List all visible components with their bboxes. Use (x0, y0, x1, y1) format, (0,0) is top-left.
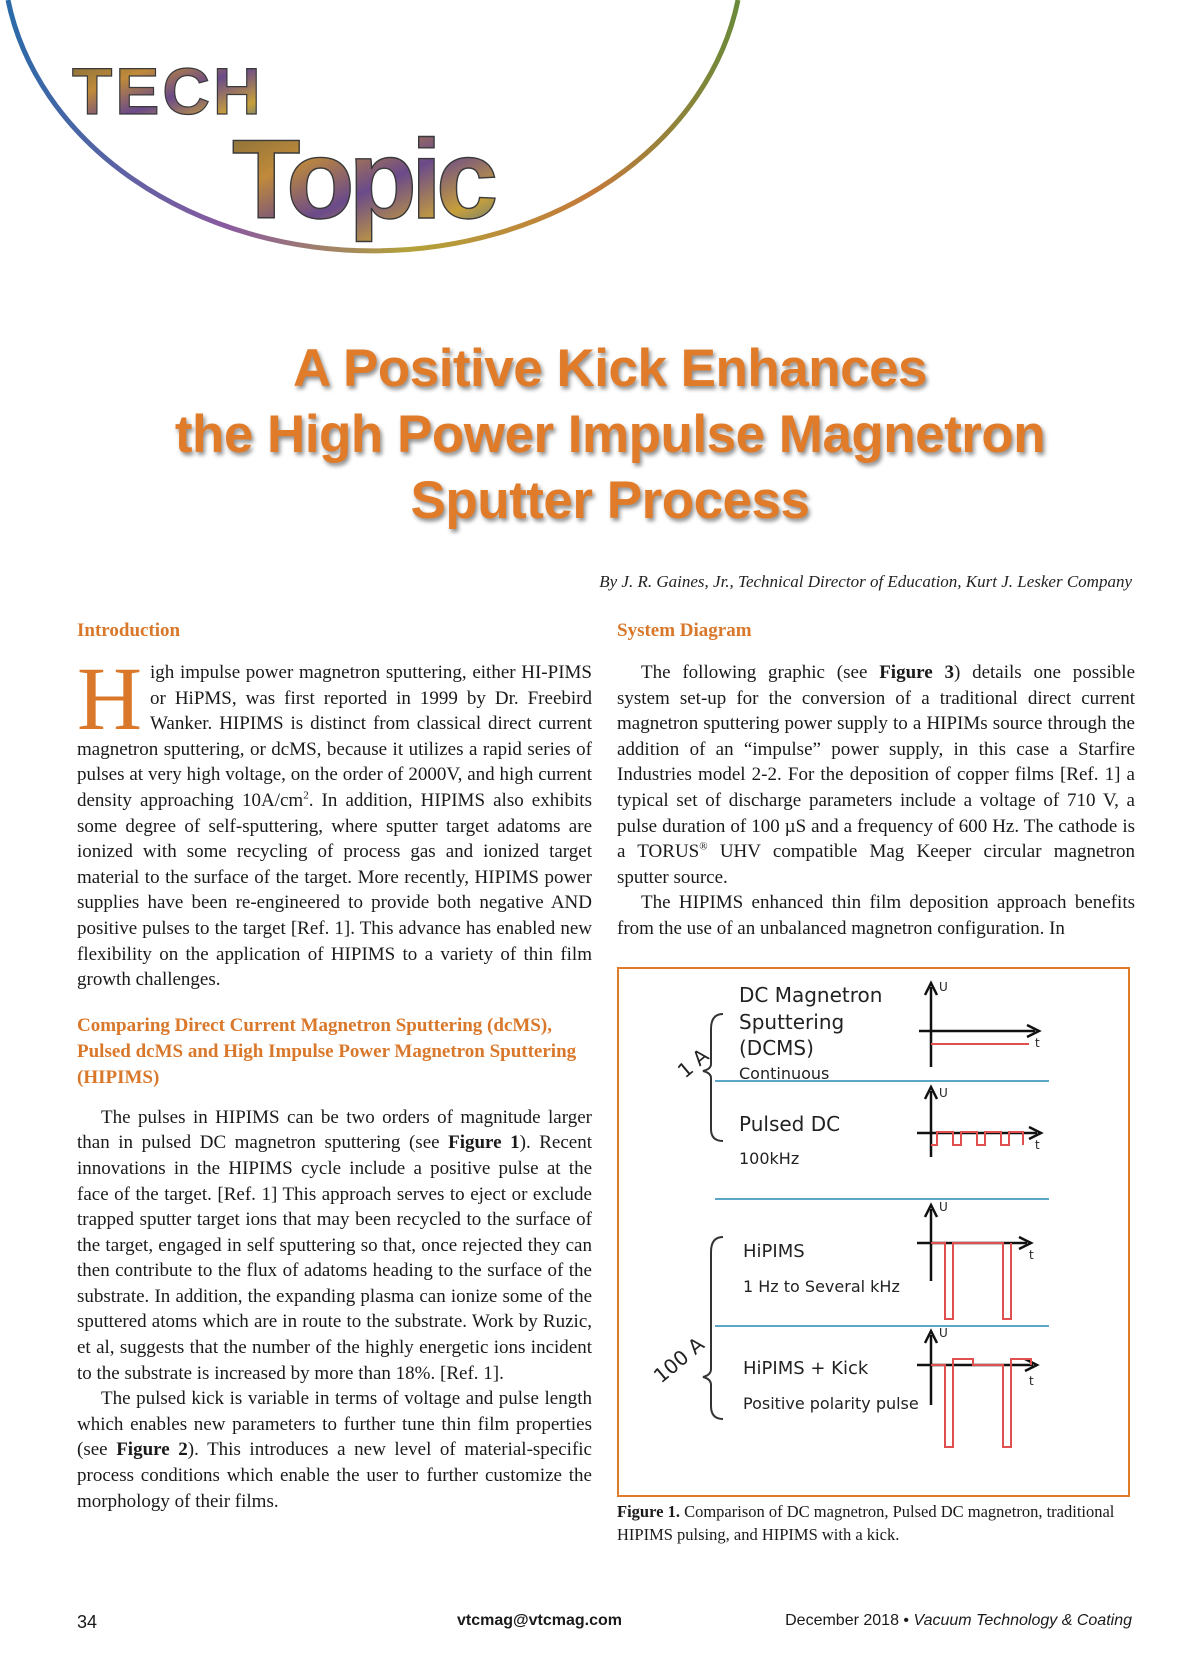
axis-t-2: t (1035, 1138, 1040, 1152)
hipims-title: HiPIMS (743, 1241, 805, 1262)
axis-t-1: t (1035, 1036, 1040, 1050)
axis-u-2: U (939, 1086, 948, 1100)
axes-kick (917, 1331, 1037, 1405)
byline: By J. R. Gaines, Jr., Technical Director of Education, Kurt J. Lesker Company (599, 572, 1132, 591)
dc-title-3: (DCMS) (739, 1036, 814, 1060)
kick-subtitle: Positive polarity pulse (743, 1394, 919, 1413)
page-footer (77, 1612, 1132, 1636)
title-line-3: Sputter Process (410, 471, 810, 530)
logo-word-topic: Topic (232, 117, 493, 242)
axis-u-3: U (939, 1200, 948, 1214)
figure-1 (617, 967, 1130, 1497)
page-number: 34 (77, 1612, 98, 1632)
dc-title-1: DC Magnetron (739, 983, 883, 1007)
title-line-2: the High Power Impulse Magnetron (174, 405, 1046, 464)
logo-word-tech: TECH (72, 54, 264, 128)
kick-signal (931, 1359, 1031, 1447)
footer-email[interactable]: vtcmag@vtcmag.com (457, 1612, 622, 1629)
tech-topic-logo (0, 0, 760, 310)
pulsed-title: Pulsed DC (739, 1112, 841, 1136)
intro-paragraph: High impulse power magnetron sputtering, either HI-PIMS or HiPMS, was first reported in 1999 by Dr. Freebird Wanker. HIPIMS is distinct from classical direct current magnetron sputtering, or dcMS, because it utilizes a rapid series of pulses at very high voltage, on the order of 2000V, and high current density approaching $10A/cm^2$. In addition, HIPIMS also exhibits some degree of self-sputtering, where sputter target adatoms are ionized with some recycling of process gas and ionized target material to the surface of the target. More recently, HIPIMS power supplies have been re-engineered to provide both negative AND positive pulses to the target [Ref. 1]. This advance has enabled new flexibility on the application of HIPIMS to a variety of thin film growth challenges. (77, 650, 592, 991)
axes-pulsed (917, 1087, 1041, 1157)
title-line-1: A Positive Kick Enhances (292, 339, 928, 398)
bracket-label-1a: 1 A (672, 1043, 714, 1083)
intro-heading: Introduction (77, 620, 181, 641)
dc-title-2: Sputtering (739, 1010, 845, 1034)
kick-title: HiPIMS + Kick (743, 1358, 869, 1379)
article-title (80, 336, 1140, 534)
axis-u-4: U (939, 1326, 948, 1340)
pulsed-subtitle: 100kHz (739, 1149, 800, 1168)
figure-caption: Figure 1. Comparison of DC magnetron, Pulsed DC magnetron, traditional HIPIMS pulsing, and HIPIMS with a kick. (617, 1502, 1115, 1544)
axis-t-3: t (1029, 1248, 1034, 1262)
system-heading: System Diagram (617, 620, 752, 641)
comparing-paragraph-2: The pulsed kick is variable in terms of voltage and pulse length which enables new parameters to further tune thin film properties (see Figure 2). This introduces a new level of material-specific process conditions which enable the user to further customize the morphology of their films. (77, 1388, 592, 1512)
axis-u-1: U (939, 980, 948, 994)
hipims-subtitle: 1 Hz to Several kHz (743, 1277, 900, 1296)
comparing-paragraph-1: The pulses in HIPIMS can be two orders of magnitude larger than in pulsed DC magnetron sputtering (see Figure 1). Recent innovations in the HIPIMS cycle include a positive pulse at the face of the target. [Ref. 1] This approach serves to eject or exclude trapped sputter target ions that may been recycled to the surface of the target, engaged in self sputtering so that, once rejected they can then contribute to the flux of adatoms heading to the surface of the substrate. In addition, the expanding plasma can ionize some of the sputtered atoms which are in route to the substrate. Work by Ruzic, et al, suggests that the number of the highly energetic ions incident to the substrate is increased by more than 18%. [Ref. 1]. (77, 1106, 592, 1384)
hipims-signal (931, 1243, 1011, 1319)
system-paragraph-1: The following graphic (see Figure 3) details one possible system set-up for the conversion of a traditional direct current magnetron sputtering power supply to a HIPIMs source through the addition of an “impulse” power supply, in this case a Starfire Industries model 2-2. For the deposition of copper films [Ref. 1] a typical set of discharge parameters include a voltage of 710 V, a pulse duration of 100 µS and a frequency of 600 Hz. The cathode is a TORUS® UHV compatible Mag Keeper circular magnetron sputter source. (617, 662, 1136, 888)
right-column (617, 618, 1135, 942)
dc-subtitle: Continuous (739, 1064, 830, 1083)
bracket-label-100a: 100 A (648, 1332, 709, 1388)
footer-issue: December 2018 • Vacuum Technology & Coating (785, 1612, 1132, 1629)
axis-t-4: t (1029, 1374, 1034, 1388)
system-paragraph-2: The HIPIMS enhanced thin film deposition approach benefits from the use of an unbalanced magnetron configuration. In (617, 892, 1135, 939)
comparing-heading: Comparing Direct Current Magnetron Sputtering (dcMS), Pulsed dcMS and High Impulse Power Magnetron Sputtering (HIPIMS) (77, 1014, 577, 1088)
left-column (77, 618, 592, 1514)
drop-cap: H (77, 650, 142, 749)
axes-dcms (919, 983, 1039, 1067)
